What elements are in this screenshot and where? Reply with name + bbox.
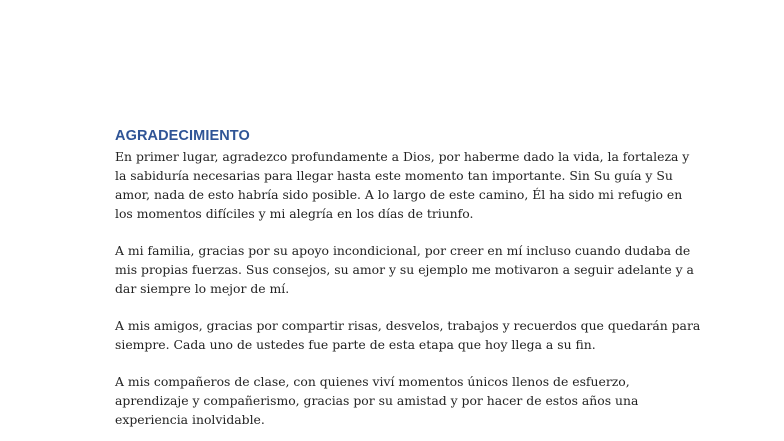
document-body: [115, 125, 701, 429]
text-line: siempre. Cada uno de ustedes fue parte de esta etapa que hoy llega a su fin.: [115, 337, 596, 352]
text-line: mis propias fuerzas. Sus consejos, su amor y su ejemplo me motivaron a seguir adelante y a: [115, 262, 694, 277]
text-line: experiencia inolvidable.: [115, 412, 265, 427]
paragraph-spacer: [115, 354, 695, 372]
paragraph-spacer: [115, 223, 695, 241]
text-line: En primer lugar, agradezco profundamente a Dios, por haberme dado la vida, la fortaleza y: [115, 149, 690, 164]
text-line: amor, nada de esto habría sido posible. A lo largo de este camino, Él ha sido mi refugio en: [115, 187, 683, 202]
text-line: A mis amigos, gracias por compartir risas, desvelos, trabajos y recuerdos que quedarán para: [115, 318, 701, 333]
text-line: A mis compañeros de clase, con quienes viví momentos únicos llenos de esfuerzo,: [115, 374, 630, 389]
paragraph-spacer: [115, 298, 695, 316]
section-heading: AGRADECIMIENTO: [115, 128, 250, 144]
text-line: A mi familia, gracias por su apoyo incondicional, por creer en mí incluso cuando dudaba de: [115, 243, 691, 258]
paragraph-2: [115, 241, 695, 298]
text-line: los momentos difíciles y mi alegría en los días de triunfo.: [115, 206, 474, 221]
paragraph-1: [115, 147, 695, 223]
text-line: la sabiduría necesarias para llegar hasta este momento tan importante. Sin Su guía y Su: [115, 168, 673, 183]
paragraph-3: [115, 316, 701, 354]
text-line: dar siempre lo mejor de mí.: [115, 281, 290, 296]
text-line: aprendizaje y compañerismo, gracias por su amistad y por hacer de estos años una: [115, 393, 639, 408]
paragraph-4: [115, 372, 695, 429]
